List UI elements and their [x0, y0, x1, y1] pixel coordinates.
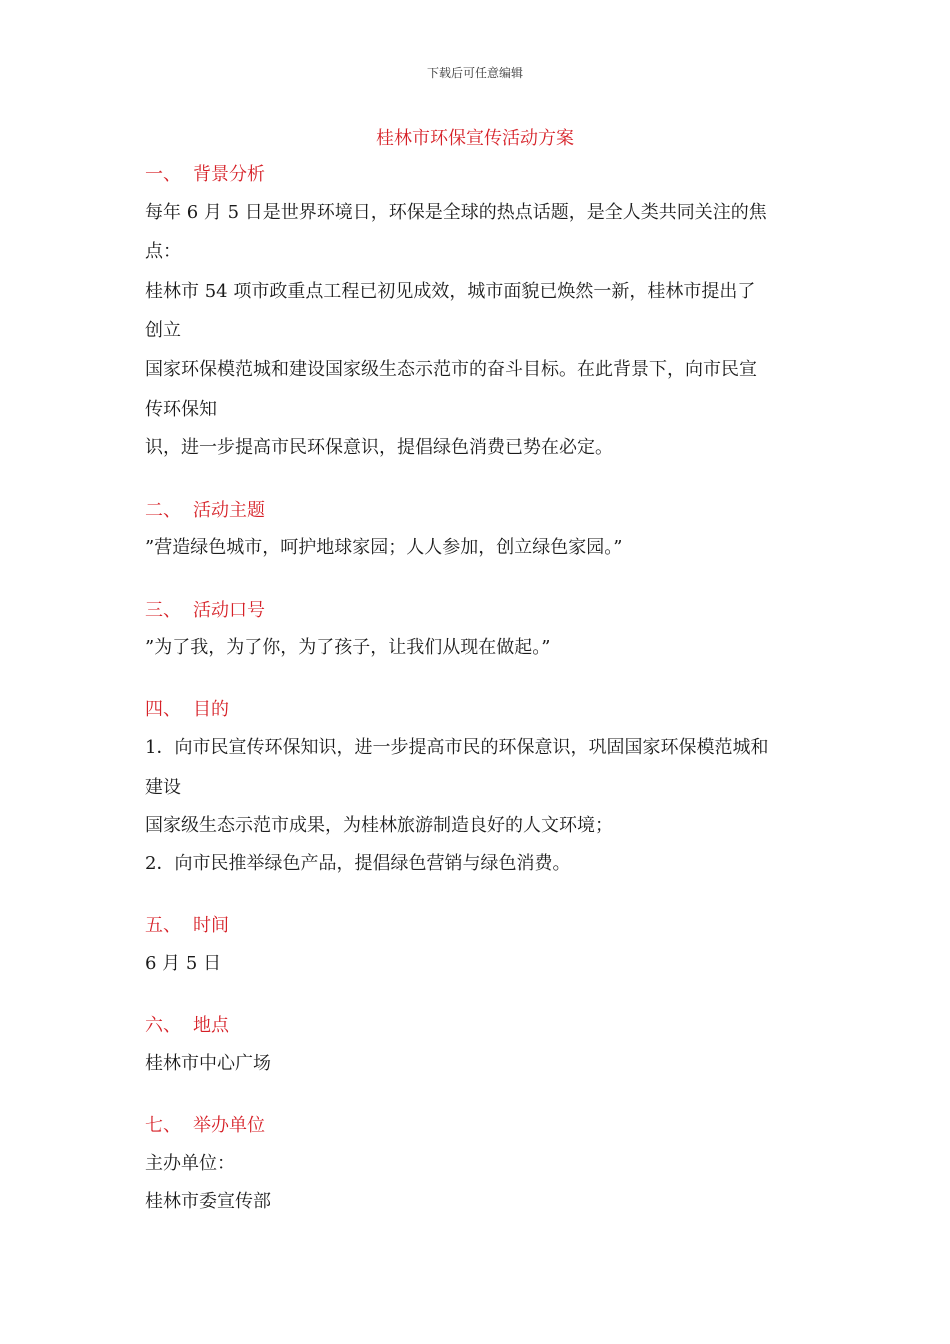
header-note: 下载后可任意编辑 [426, 66, 523, 80]
section-title: 举办单位 [193, 1115, 265, 1136]
paragraph-line: 桂林市 54 项市政重点工程已初见成效，城市面貌已焕然一新，桂林市提出了 [145, 281, 756, 302]
paragraph-line: 主办单位： [145, 1153, 235, 1174]
section-heading-slogan [145, 599, 265, 623]
paragraph-line: 桂林市委宣传部 [145, 1191, 271, 1212]
paragraph-line: 桂林市中心广场 [145, 1053, 271, 1074]
section-number: 七、 [145, 1115, 181, 1136]
paragraph-line: 建设 [145, 777, 181, 798]
section-number: 三、 [145, 600, 181, 621]
section-heading-purpose [145, 698, 229, 722]
paragraph-line: 国家级生态示范市成果，为桂林旅游制造良好的人文环境； [145, 815, 613, 836]
section-heading-background [145, 163, 265, 187]
document-title: 桂林市环保宣传活动方案 [376, 128, 574, 149]
section-title: 地点 [193, 1015, 229, 1036]
section-number: 一、 [145, 164, 181, 185]
paragraph-line: 1．向市民宣传环保知识，进一步提高市民的环保意识，巩固国家环保模范城和 [145, 737, 769, 758]
section-number: 二、 [145, 500, 181, 521]
paragraph-line: ”营造绿色城市，呵护地球家园；人人参加，创立绿色家园。” [145, 537, 623, 558]
section-number: 六、 [145, 1015, 181, 1036]
paragraph-line: 6 月 5 日 [145, 953, 222, 974]
paragraph-line: 传环保知 [145, 399, 217, 420]
paragraph-line: 2．向市民推举绿色产品，提倡绿色营销与绿色消费。 [145, 853, 571, 874]
section-heading-organizer [145, 1114, 265, 1138]
paragraph-line: 创立 [145, 320, 181, 341]
section-number: 四、 [145, 699, 181, 720]
paragraph-line: 国家环保模范城和建设国家级生态示范市的奋斗目标。在此背景下，向市民宣 [145, 359, 757, 380]
section-heading-theme [145, 499, 265, 523]
section-title: 目的 [193, 699, 229, 720]
section-number: 五、 [145, 915, 181, 936]
section-title: 活动口号 [193, 600, 265, 621]
paragraph-line: ”为了我，为了你，为了孩子，让我们从现在做起。” [145, 637, 551, 658]
paragraph-line: 点： [145, 241, 181, 262]
section-title: 时间 [193, 915, 229, 936]
section-title: 活动主题 [193, 500, 265, 521]
paragraph-line: 每年 6 月 5 日是世界环境日，环保是全球的热点话题，是全人类共同关注的焦 [145, 202, 767, 223]
section-heading-time [145, 914, 229, 938]
section-heading-location [145, 1014, 229, 1038]
section-title: 背景分析 [193, 164, 265, 185]
paragraph-line: 识，进一步提高市民环保意识，提倡绿色消费已势在必定。 [145, 437, 613, 458]
